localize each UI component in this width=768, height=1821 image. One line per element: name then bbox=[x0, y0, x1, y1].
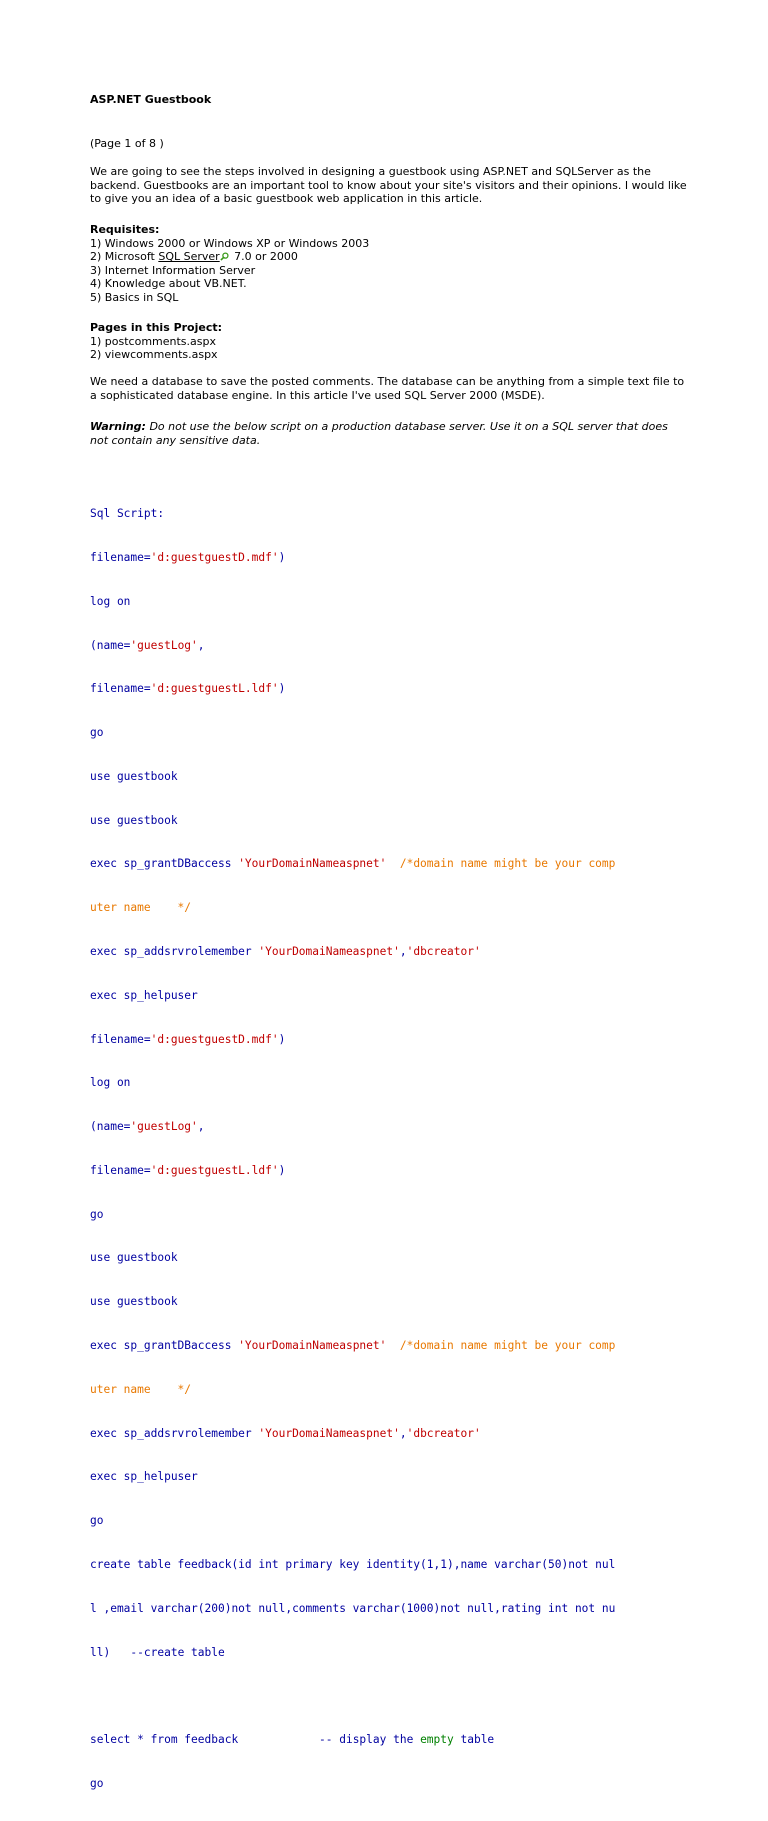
code-line: go bbox=[90, 1777, 104, 1791]
code-line bbox=[90, 945, 615, 960]
code-token: filename= bbox=[90, 682, 151, 696]
code-line bbox=[90, 639, 615, 654]
code-token: exec sp_grantDBaccess bbox=[90, 857, 239, 871]
code-line: log on bbox=[90, 1076, 131, 1090]
code-line: go bbox=[90, 1514, 104, 1528]
requisites-section bbox=[90, 223, 690, 304]
database-line: We need a database to save the posted comments. The database can be anything from a simple text file to bbox=[90, 375, 685, 388]
code-line: create table feedback(id int primary key identity(1,1),name varchar(50)not nul bbox=[90, 1557, 616, 1571]
code-token: filename= bbox=[90, 550, 151, 564]
code-line bbox=[90, 1733, 615, 1748]
code-token: ) bbox=[278, 1032, 286, 1046]
code-string: 'd:guestguestD.mdf' bbox=[150, 1032, 279, 1046]
code-line: use guestbook bbox=[90, 1295, 178, 1309]
requisite-item bbox=[90, 250, 690, 264]
pages-section bbox=[90, 321, 690, 362]
code-line bbox=[90, 1427, 615, 1442]
requisite-item: 4) Knowledge about VB.NET. bbox=[90, 277, 247, 290]
code-string: 'd:guestguestL.ldf' bbox=[150, 1163, 279, 1177]
code-comment: empty bbox=[420, 1733, 454, 1747]
code-token: , bbox=[399, 945, 407, 958]
code-comment: uter name */ bbox=[90, 1382, 192, 1396]
code-token: exec sp_addsrvrolemember bbox=[90, 1426, 259, 1440]
code-line bbox=[90, 857, 615, 872]
page-item: 1) postcomments.aspx bbox=[90, 334, 216, 348]
code-token: exec sp_grantDBaccess bbox=[90, 1339, 239, 1353]
intro-line: We are going to see the steps involved in designing a guestbook using ASP.NET and SQLServer as the bbox=[90, 165, 651, 178]
code-line: Sql Script: bbox=[90, 507, 165, 521]
document-title: ASP.NET Guestbook bbox=[90, 93, 212, 106]
warning-line: not contain any sensitive data. bbox=[90, 433, 261, 447]
requisite-item: 3) Internet Information Server bbox=[90, 263, 256, 277]
magnifier-icon[interactable] bbox=[220, 252, 229, 261]
intro-line: backend. Guestbooks are an important tool to know about your site's visitors and their opinions. I would like bbox=[90, 178, 687, 192]
requisites-heading: Requisites: bbox=[90, 223, 160, 236]
code-line bbox=[90, 1164, 615, 1179]
code-token: ) bbox=[278, 550, 286, 564]
requisite-item: 1) Windows 2000 or Windows XP or Windows 2003 bbox=[90, 236, 370, 250]
code-token: exec sp_addsrvrolemember bbox=[90, 945, 259, 958]
pages-heading: Pages in this Project: bbox=[90, 321, 223, 334]
code-line bbox=[90, 551, 615, 566]
code-string: 'guestLog' bbox=[130, 1120, 198, 1134]
code-string: 'd:guestguestL.ldf' bbox=[150, 682, 279, 696]
code-comment: -- display the bbox=[319, 1733, 421, 1747]
code-token: ) bbox=[278, 1163, 286, 1177]
code-blank-line bbox=[90, 1689, 615, 1704]
code-comment: --create table bbox=[130, 1645, 225, 1659]
warning-text: Do not use the below script on a production database server. Use it on a SQL server that does bbox=[145, 420, 668, 433]
code-token: (name= bbox=[90, 638, 131, 652]
code-token: , bbox=[197, 1120, 205, 1134]
intro-paragraph bbox=[90, 165, 690, 206]
requisite-item: 5) Basics in SQL bbox=[90, 290, 179, 304]
intro-line: to give you an idea of a basic guestbook web application in this article. bbox=[90, 192, 483, 205]
sql-server-link[interactable]: SQL Server bbox=[158, 250, 220, 263]
code-line: go bbox=[90, 726, 104, 740]
code-token: filename= bbox=[90, 1163, 151, 1177]
warning-label: Warning: bbox=[90, 420, 146, 433]
code-string: 'YourDomaiNameaspnet' bbox=[258, 945, 400, 958]
code-line: go bbox=[90, 1207, 104, 1221]
code-comment: table bbox=[453, 1733, 495, 1747]
code-token: , bbox=[197, 638, 205, 652]
code-string: 'dbcreator' bbox=[406, 945, 481, 958]
code-line: exec sp_helpuser bbox=[90, 988, 198, 1002]
code-string: 'YourDomainNameaspnet' bbox=[238, 1339, 387, 1353]
code-comment: /*domain name might be your comp bbox=[386, 857, 616, 871]
requisite-item-suffix: 7.0 or 2000 bbox=[230, 250, 298, 263]
requisite-item-prefix: 2) Microsoft bbox=[90, 250, 159, 263]
code-line: use guestbook bbox=[90, 813, 178, 827]
code-token: , bbox=[399, 1426, 407, 1440]
code-string: 'YourDomaiNameaspnet' bbox=[258, 1426, 400, 1440]
code-line: use guestbook bbox=[90, 769, 178, 783]
code-line: use guestbook bbox=[90, 1251, 178, 1265]
sql-code-block bbox=[90, 478, 615, 1821]
code-token: ) bbox=[278, 682, 286, 696]
code-line: exec sp_helpuser bbox=[90, 1470, 198, 1484]
code-string: 'dbcreator' bbox=[406, 1426, 481, 1440]
code-string: 'guestLog' bbox=[130, 638, 198, 652]
page-indicator: (Page 1 of 8 ) bbox=[90, 137, 164, 150]
code-line bbox=[90, 1646, 615, 1661]
code-string: 'YourDomainNameaspnet' bbox=[238, 857, 387, 871]
code-token: filename= bbox=[90, 1032, 151, 1046]
database-line: a sophisticated database engine. In this article I've used SQL Server 2000 (MSDE). bbox=[90, 388, 545, 402]
code-line bbox=[90, 1120, 615, 1135]
code-comment: uter name */ bbox=[90, 901, 192, 915]
code-line: log on bbox=[90, 594, 131, 608]
code-token: (name= bbox=[90, 1120, 131, 1134]
code-token: ll) bbox=[90, 1645, 131, 1659]
code-line: l ,email varchar(200)not null,comments varchar(1000)not null,rating int not nu bbox=[90, 1601, 616, 1615]
code-string: 'd:guestguestD.mdf' bbox=[150, 550, 279, 564]
warning-line bbox=[90, 420, 690, 434]
page-item: 2) viewcomments.aspx bbox=[90, 348, 218, 361]
code-line bbox=[90, 682, 615, 697]
code-line bbox=[90, 1033, 615, 1048]
database-paragraph bbox=[90, 375, 690, 402]
code-comment: /*domain name might be your comp bbox=[386, 1339, 616, 1353]
code-token: select * from feedback bbox=[90, 1733, 320, 1747]
code-line bbox=[90, 1339, 615, 1354]
warning-paragraph bbox=[90, 420, 690, 447]
